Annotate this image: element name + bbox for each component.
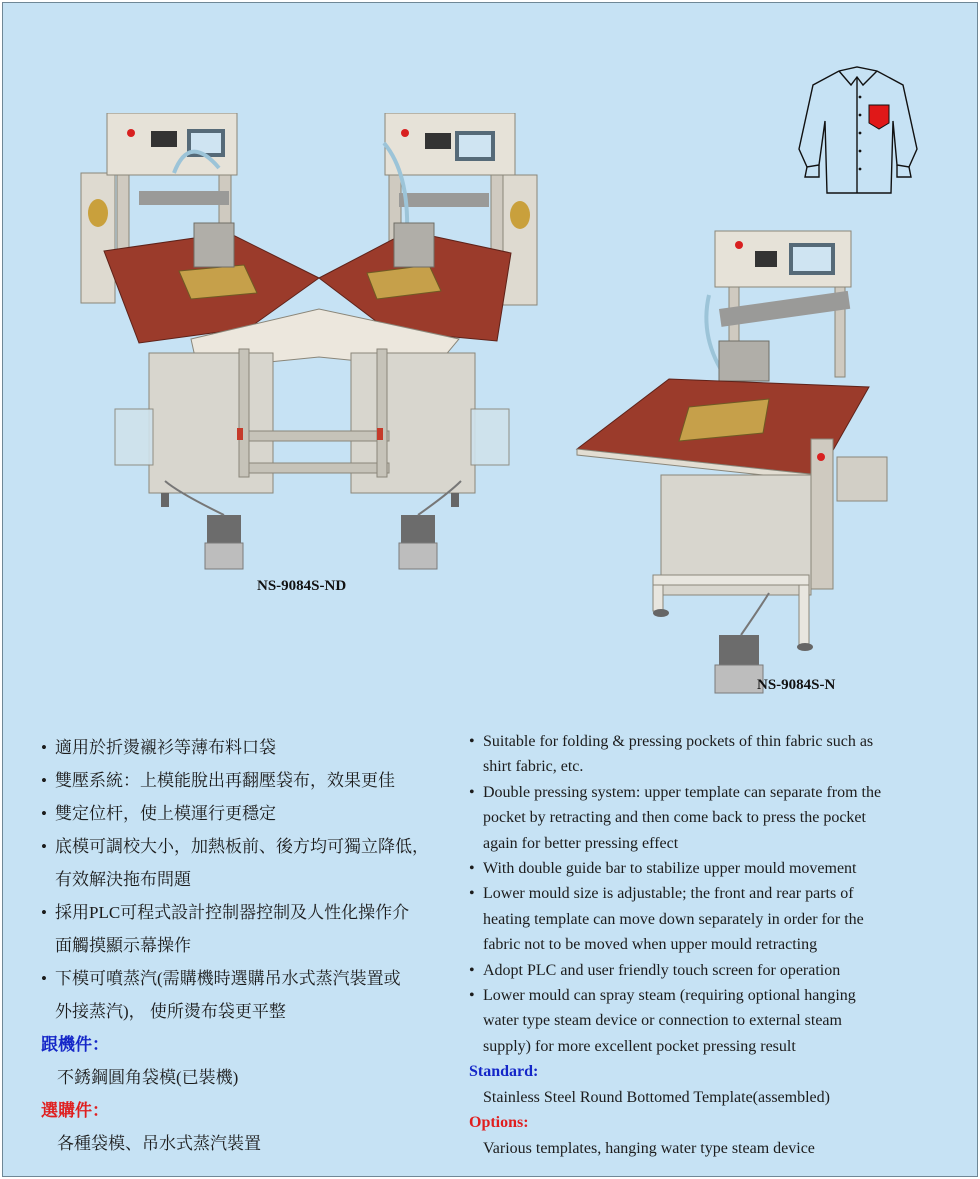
en-bullet-text: pocket by retracting and then come back to press the pocket (483, 809, 866, 827)
en-bullet-text: Double pressing system: upper template can separate from the (483, 783, 882, 801)
en-standard-item: Stainless Steel Round Bottomed Template(assembled) (483, 1088, 830, 1106)
en-bullet-3: • With double guide bar to stabilize upper mould movement (469, 856, 969, 881)
zh-standard-heading: 跟機件： (41, 1035, 109, 1054)
zh-bullet-text: 面觸摸顯示幕操作 (55, 936, 191, 955)
zh-bullet-2: • 雙壓系統：上模能脫出再翻壓袋布，效果更佳 (41, 764, 461, 797)
shirt-icon (793, 63, 923, 203)
english-feature-list (469, 729, 969, 1161)
en-bullet-5: • Adopt PLC and user friendly touch screen for operation (469, 958, 969, 983)
en-bullet-text: With double guide bar to stabilize upper mould movement (483, 860, 857, 878)
en-bullet-text: Lower mould size is adjustable; the front and rear parts of (483, 885, 854, 903)
en-bullet-text: Adopt PLC and user friendly touch screen for operation (483, 961, 841, 979)
zh-bullet-text: 雙壓系統：上模能脫出再翻壓袋布，效果更佳 (55, 771, 395, 790)
en-bullet-text: again for better pressing effect (483, 834, 679, 852)
en-options-item: Various templates, hanging water type steam device (483, 1139, 815, 1157)
en-bullet-text: Lower mould can spray steam (requiring optional hanging (483, 987, 856, 1005)
zh-options-item: 各種袋模、吊水式蒸汽裝置 (57, 1134, 261, 1153)
en-bullet-text: supply) for more excellent pocket pressing result (483, 1037, 796, 1055)
en-bullet-text: shirt fabric, etc. (483, 758, 584, 776)
en-standard-heading: Standard: (469, 1063, 539, 1081)
pocket-highlight (869, 105, 889, 129)
model-caption-double: NS-9084S-ND (257, 578, 347, 594)
single-machine-image (569, 229, 889, 699)
zh-bullet-text: 適用於折燙襯衫等薄布料口袋 (55, 738, 276, 757)
zh-bullet-text: 底模可調校大小，加熱板前、後方均可獨立降低， (55, 837, 429, 856)
product-sheet (2, 2, 978, 1177)
zh-bullet-text: 雙定位杆，使上模運行更穩定 (55, 804, 276, 823)
zh-bullet-3: • 雙定位杆，使上模運行更穩定 (41, 797, 461, 830)
chinese-feature-list (41, 731, 461, 1160)
zh-bullet-6: • 下模可噴蒸汽(需購機時選購吊水式蒸汽裝置或 外接蒸汽)， 使所燙布袋更平整 (41, 962, 461, 1028)
zh-bullet-text: 採用PLC可程式設計控制器控制及人性化操作介 (55, 903, 410, 922)
en-bullet-1: • Suitable for folding & pressing pockets of thin fabric such as shirt fabric, etc. (469, 729, 969, 780)
zh-bullet-1: • 適用於折燙襯衫等薄布料口袋 (41, 731, 461, 764)
zh-bullet-5: • 採用PLC可程式設計控制器控制及人性化操作介 面觸摸顯示幕操作 (41, 896, 461, 962)
zh-bullet-text: 有效解決拖布問題 (55, 870, 191, 889)
zh-bullet-text: 外接蒸汽)， 使所燙布袋更平整 (55, 1002, 286, 1021)
en-bullet-4: • Lower mould size is adjustable; the front and rear parts of heating template can move down separately in order for the fabric not to be moved when upper mould retracting (469, 881, 969, 957)
en-bullet-text: heating template can move down separately in order for the (483, 910, 864, 928)
en-bullet-text: water type steam device or connection to external steam (483, 1012, 842, 1030)
en-options-heading: Options: (469, 1114, 529, 1132)
en-bullet-text: Suitable for folding & pressing pockets of thin fabric such as (483, 733, 874, 750)
model-caption-single: NS-9084S-N (757, 677, 836, 693)
en-bullet-text: fabric not to be moved when upper mould retracting (483, 936, 818, 954)
zh-options-heading: 選購件： (41, 1101, 109, 1120)
en-bullet-6: • Lower mould can spray steam (requiring optional hanging water type steam device or connection to external steam supply) for more excellent pocket pressing result (469, 983, 969, 1059)
zh-bullet-4: • 底模可調校大小，加熱板前、後方均可獨立降低， 有效解決拖布問題 (41, 830, 461, 896)
zh-bullet-text: 下模可噴蒸汽(需購機時選購吊水式蒸汽裝置或 (55, 969, 401, 988)
double-machine-image (79, 113, 539, 578)
zh-standard-item: 不銹鋼圓角袋模(已裝機) (57, 1068, 239, 1087)
en-bullet-2: • Double pressing system: upper template can separate from the pocket by retracting and then come back to press the pocket again for better pressing effect (469, 780, 969, 856)
